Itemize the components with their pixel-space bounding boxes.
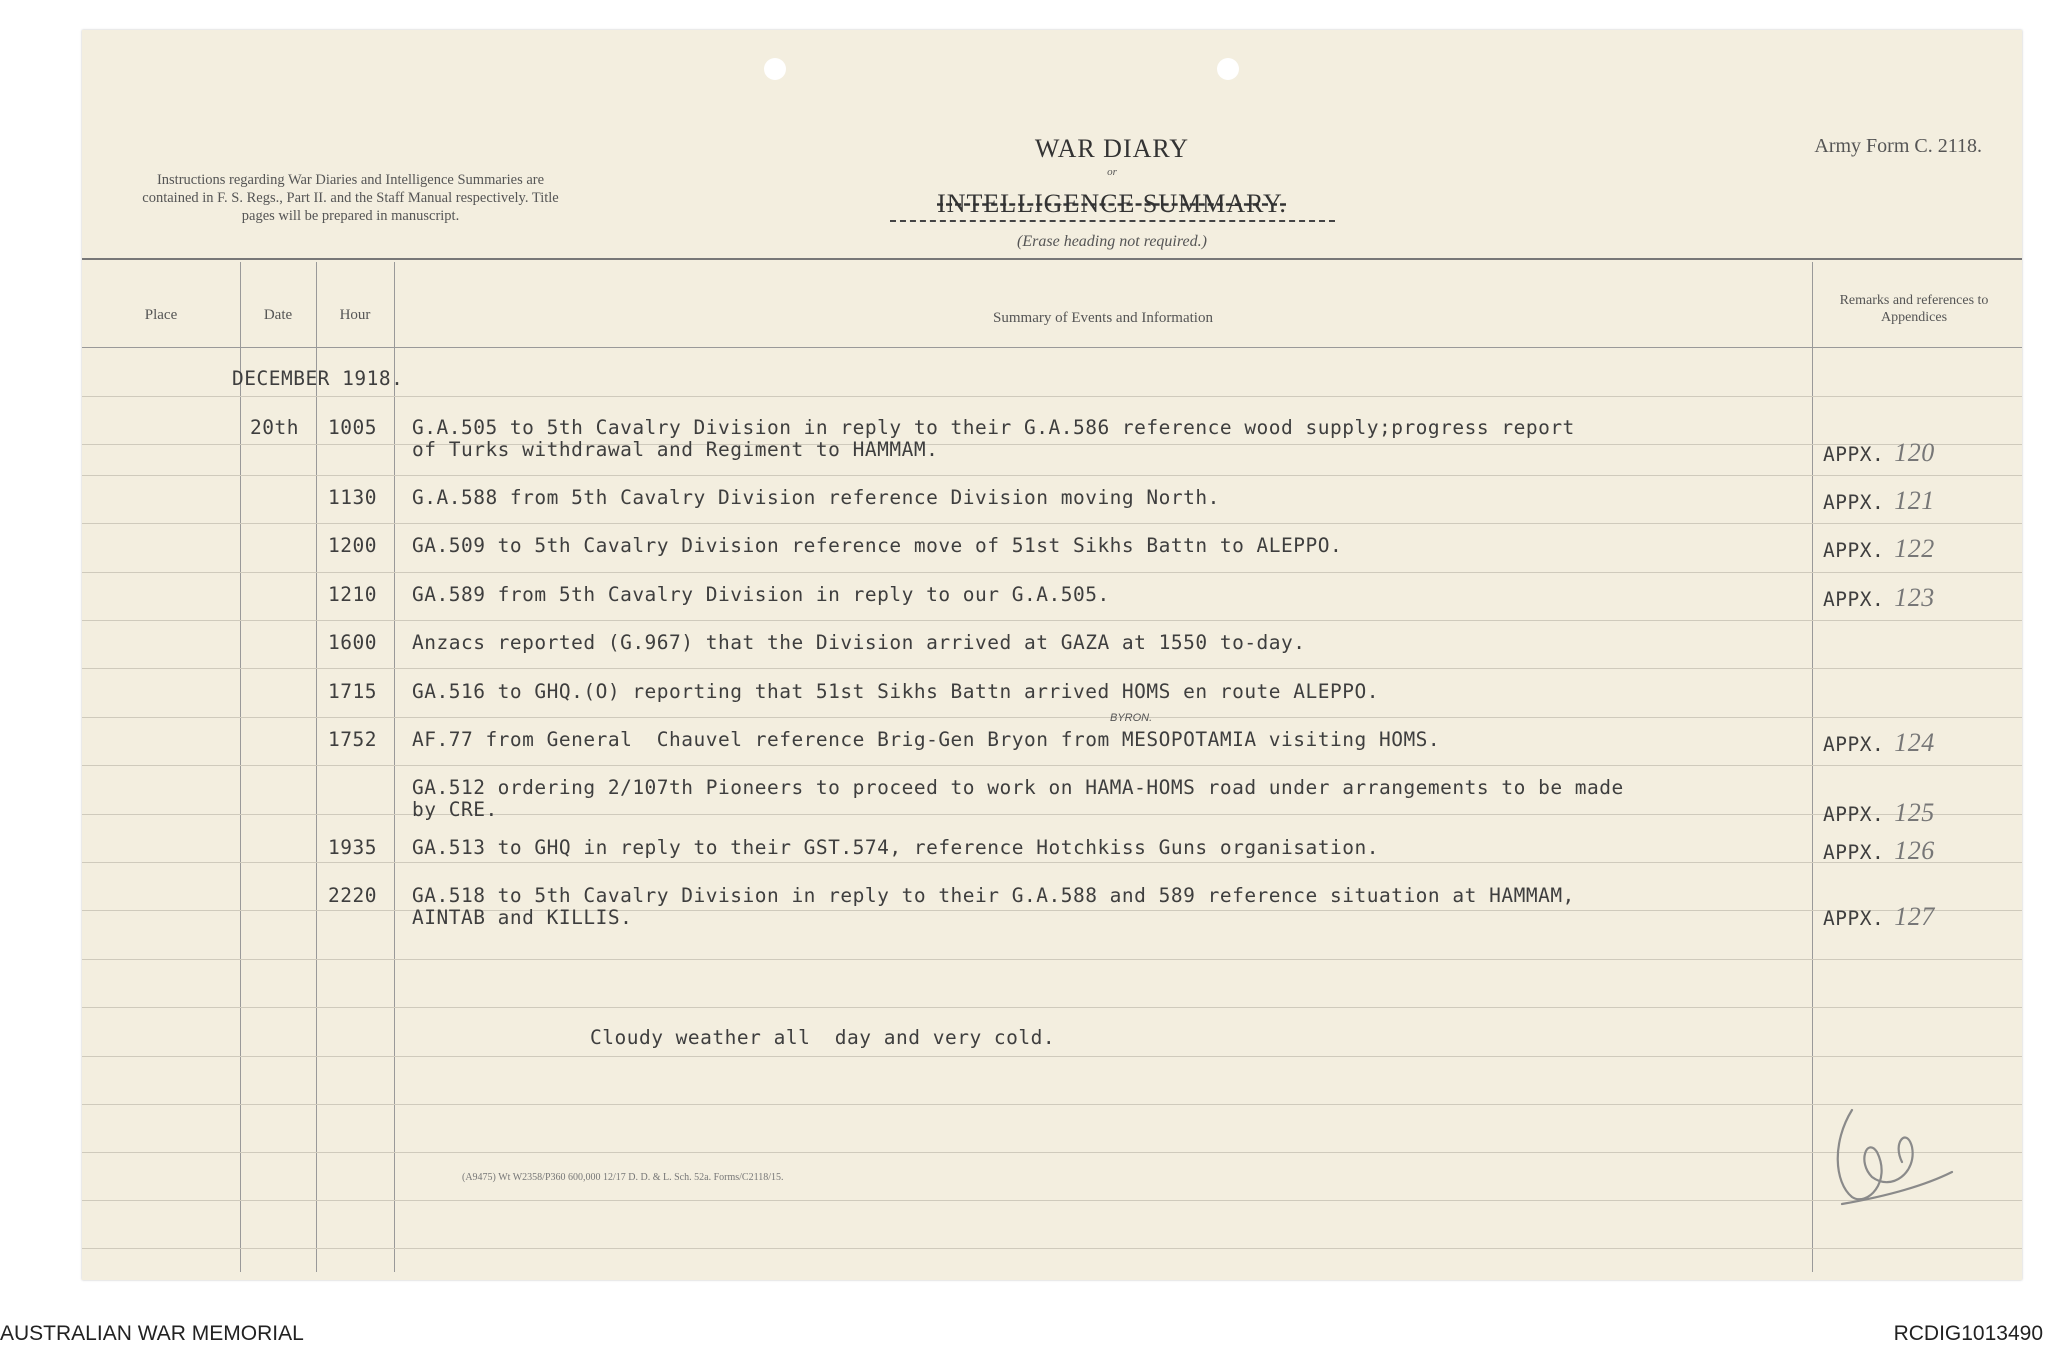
entry-text: G.A.588 from 5th Cavalry Division reference Division moving North. <box>412 486 1220 509</box>
appx-number: 122 <box>1894 534 1935 563</box>
appx-label: APPX. <box>1823 841 1885 864</box>
caption-right: RCDIG1013490 <box>1893 1322 2043 1345</box>
ruled-line <box>82 620 2022 621</box>
appx-number: 121 <box>1894 486 1935 515</box>
appendix-ref <box>1823 534 1935 564</box>
appx-label: APPX. <box>1823 803 1885 826</box>
ruled-line <box>82 1007 2022 1008</box>
appx-label: APPX. <box>1823 443 1885 466</box>
entry-text: GA.518 to 5th Cavalry Division in reply to their G.A.588 and 589 reference situation at HAMMAM, <box>412 884 1575 907</box>
ruled-line <box>82 1104 2022 1105</box>
appx-number: 127 <box>1894 902 1935 931</box>
ruled-line <box>82 572 2022 573</box>
entry-text: AF.77 from General Chauvel reference Brig-Gen Bryon from MESOPOTAMIA visiting HOMS. <box>412 728 1441 751</box>
entry-text: by CRE. <box>412 798 498 821</box>
column-header-remarks: Remarks and references to Appendices <box>1839 293 1989 325</box>
ruled-line <box>82 1056 2022 1057</box>
ruled-line <box>82 862 2022 863</box>
header-rule <box>82 347 2022 348</box>
ruled-line <box>82 668 2022 669</box>
entry-hour: 1935 <box>328 836 377 859</box>
entry-hour: 1600 <box>328 631 377 654</box>
caption-left: AUSTRALIAN WAR MEMORIAL <box>0 1322 304 1345</box>
entry-text: Anzacs reported (G.967) that the Division arrived at GAZA at 1550 to-day. <box>412 631 1306 654</box>
instructions-text: Instructions regarding War Diaries and Intelligence Summaries are contained in F. S. Regs., Part II. and the Staff Manual respectively. Title pages will be prepared in manuscript. <box>142 172 559 224</box>
entry-hour: 1210 <box>328 583 377 606</box>
subtitle-strike-line <box>890 220 1335 222</box>
entry-text: GA.589 from 5th Cavalry Division in reply to our G.A.505. <box>412 583 1110 606</box>
header-border <box>82 258 2022 260</box>
print-code: (A9475) Wt W2358/P360 600,000 12/17 D. D. & L. Sch. 52a. Forms/C2118/15. <box>462 1172 784 1183</box>
diary-table <box>82 262 2022 1272</box>
entry-text: G.A.505 to 5th Cavalry Division in reply to their G.A.586 reference wood supply;progress report <box>412 416 1575 439</box>
diary-page <box>82 30 2022 1280</box>
column-header-date: Date <box>263 307 293 323</box>
army-form-number: Army Form C. 2118. <box>1814 135 1982 157</box>
appx-label: APPX. <box>1823 491 1885 514</box>
column-divider <box>1812 262 1813 1272</box>
ruled-line <box>82 910 2022 911</box>
appx-label: APPX. <box>1823 733 1885 756</box>
appendix-ref <box>1823 728 1935 758</box>
column-header-summary: Summary of Events and Information <box>993 310 1213 326</box>
ruled-line <box>82 814 2022 815</box>
ruled-line <box>82 523 2022 524</box>
appx-label: APPX. <box>1823 539 1885 562</box>
punch-hole <box>764 58 786 80</box>
signature <box>1822 1102 1962 1212</box>
erase-note: (Erase heading not required.) <box>1017 233 1207 250</box>
weather-note: Cloudy weather all day and very cold. <box>590 1026 1056 1049</box>
ruled-line <box>82 444 2022 445</box>
entry-text: GA.512 ordering 2/107th Pioneers to proceed to work on HAMA-HOMS road under arrangements to be made <box>412 776 1624 799</box>
appendix-ref <box>1823 902 1935 932</box>
entry-hour: 1005 <box>328 416 377 439</box>
entry-hour: 1130 <box>328 486 377 509</box>
form-title: WAR DIARY <box>1034 134 1190 163</box>
column-divider <box>316 262 317 1272</box>
column-header-place: Place <box>144 307 178 323</box>
appx-number: 124 <box>1894 728 1935 757</box>
appx-label: APPX. <box>1823 588 1885 611</box>
punch-hole <box>1217 58 1239 80</box>
appx-number: 120 <box>1894 438 1935 467</box>
column-divider <box>240 262 241 1272</box>
entry-text: GA.516 to GHQ.(O) reporting that 51st Sikhs Battn arrived HOMS en route ALEPPO. <box>412 680 1379 703</box>
handwritten-correction: BYRON. <box>1110 712 1153 724</box>
ruled-line <box>82 1152 2022 1153</box>
appx-number: 123 <box>1894 583 1935 612</box>
entry-text: GA.509 to 5th Cavalry Division reference move of 51st Sikhs Battn to ALEPPO. <box>412 534 1343 557</box>
column-divider <box>394 262 395 1272</box>
ruled-line <box>82 396 2022 397</box>
column-header-hour: Hour <box>339 307 371 323</box>
entry-hour: 1715 <box>328 680 377 703</box>
appx-number: 126 <box>1894 836 1935 865</box>
ruled-line <box>82 717 2022 718</box>
entry-text: of Turks withdrawal and Regiment to HAMMAM. <box>412 438 939 461</box>
appx-number: 125 <box>1894 798 1935 827</box>
appendix-ref <box>1823 583 1935 613</box>
entry-text: GA.513 to GHQ in reply to their GST.574, reference Hotchkiss Guns organisation. <box>412 836 1379 859</box>
form-subtitle: INTELLIGENCE SUMMARY. <box>937 189 1287 218</box>
ruled-line <box>82 959 2022 960</box>
entry-text: AINTAB and KILLIS. <box>412 906 633 929</box>
ruled-line <box>82 1200 2022 1201</box>
appx-label: APPX. <box>1823 907 1885 930</box>
entry-hour: 2220 <box>328 884 377 907</box>
appendix-ref <box>1823 798 1935 828</box>
appendix-ref <box>1823 836 1935 866</box>
month-heading: DECEMBER 1918. <box>232 367 404 390</box>
entry-date: 20th <box>250 416 299 439</box>
ruled-line <box>82 475 2022 476</box>
appendix-ref <box>1823 486 1935 516</box>
or-word: or <box>1107 166 1117 178</box>
entry-hour: 1752 <box>328 728 377 751</box>
ruled-line <box>82 1248 2022 1249</box>
appendix-ref <box>1823 438 1935 468</box>
ruled-line <box>82 765 2022 766</box>
entry-hour: 1200 <box>328 534 377 557</box>
